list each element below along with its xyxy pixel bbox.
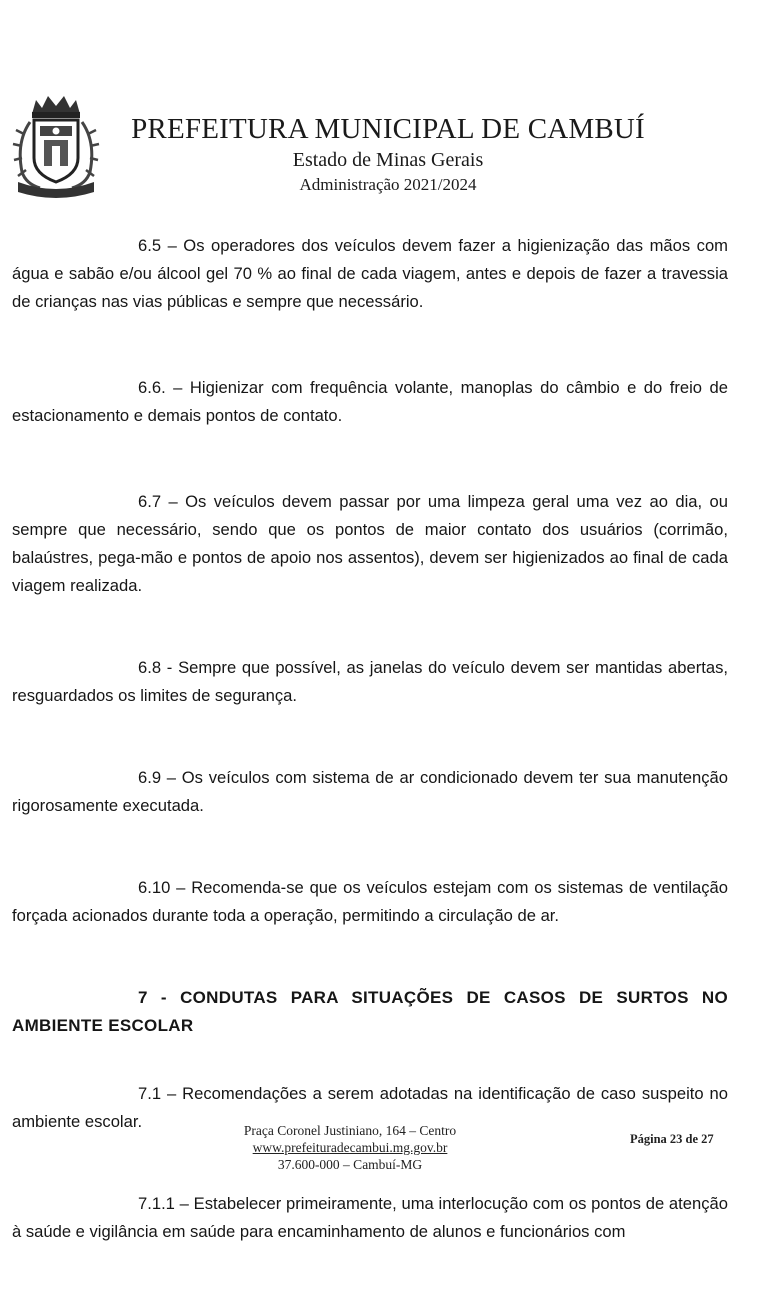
paragraph-6-8: 6.8 - Sempre que possível, as janelas do veículo devem ser mantidas abertas, resguardados os limites de segurança. [12,658,728,705]
paragraph-6-7: 6.7 – Os veículos devem passar por uma limpeza geral uma vez ao dia, ou sempre que necessário, sendo que os pontos de maior contato dos usuários (corrimão, balaústres, pega-mão e pontos de apoio nos assentos), devem ser higienizados ao final de cada viagem realizada. [12,492,728,595]
state-subtitle: Estado de Minas Gerais [292,149,484,171]
paragraph-6-6: 6.6. – Higienizar com frequência volante, manoplas do câmbio e do freio de estacionamento e demais pontos de contato. [12,378,728,425]
paragraph-7-1: 7.1 – Recomendações a serem adotadas na identificação de caso suspeito no ambiente escolar. [12,1084,728,1131]
footer-address: Praça Coronel Justiniano, 164 – Centro [243,1123,457,1138]
footer-address-block [190,1122,510,1173]
organization-title: PREFEITURA MUNICIPAL DE CAMBUÍ [131,113,645,145]
footer-postal: 37.600-000 – Cambuí-MG [277,1157,423,1172]
footer-website-link[interactable]: www.prefeituradecambui.mg.gov.br [252,1140,448,1155]
page-number: Página 23 de 27 [630,1132,714,1146]
page-footer [0,1122,768,1192]
administration-period: Administração 2021/2024 [299,175,477,194]
letterhead [0,0,768,210]
paragraph-6-9: 6.9 – Os veículos com sistema de ar condicionado devem ter sua manutenção rigorosamente executada. [12,768,728,815]
coat-of-arms-icon [10,92,102,198]
paragraph-6-5: 6.5 – Os operadores dos veículos devem fazer a higienização das mãos com água e sabão e/ou álcool gel 70 % ao final de cada viagem, antes e depois de fazer a travessia de crianças nas vias públicas e sempre que necessário. [12,236,728,311]
paragraph-6-10: 6.10 – Recomenda-se que os veículos estejam com os sistemas de ventilação forçada acionados durante toda a operação, permitindo a circulação de ar. [12,878,728,925]
section-7-heading: 7 - CONDUTAS PARA SITUAÇÕES DE CASOS DE SURTOS NO AMBIENTE ESCOLAR [12,988,728,1035]
paragraph-7-1-1: 7.1.1 – Estabelecer primeiramente, uma interlocução com os pontos de atenção à saúde e vigilância em saúde para encaminhamento de alunos e funcionários com [12,1194,728,1241]
letterhead-text [108,112,668,196]
